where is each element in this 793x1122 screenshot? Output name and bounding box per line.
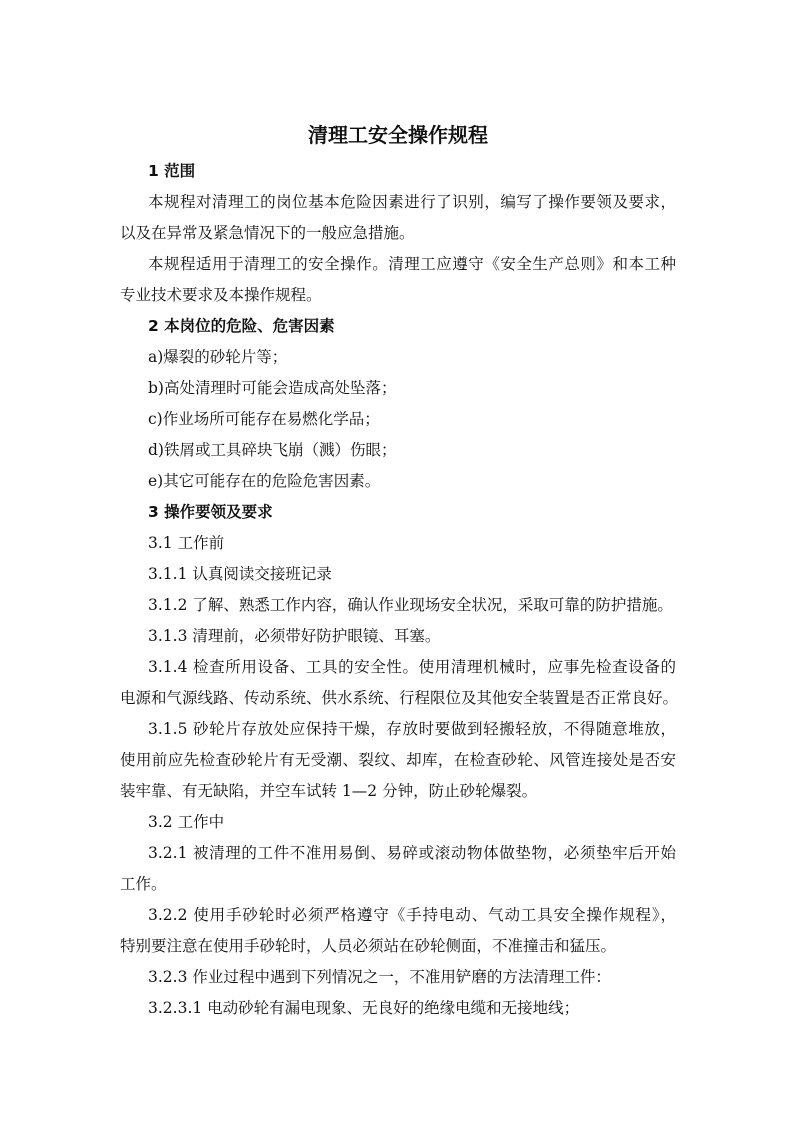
text-line: 专业技术要求及本操作规程。 — [120, 286, 322, 304]
text-line: 3.2.3 作业过程中遇到下列情况之一，不准用铲磨的方法清理工件： — [148, 968, 611, 986]
paragraph — [120, 404, 676, 435]
text-line: b)高处清理时可能会造成高处坠落； — [148, 379, 397, 397]
paragraph — [120, 621, 676, 652]
text-line: d)铁屑或工具碎块飞崩（溅）伤眼； — [148, 441, 397, 459]
document-page — [120, 118, 679, 1024]
paragraph — [120, 249, 676, 311]
paragraph — [120, 435, 676, 466]
text-line: a)爆裂的砂轮片等； — [148, 348, 288, 366]
section-heading — [120, 311, 676, 342]
text-line: 电源和气源线路、传动系统、供水系统、行程限位及其他安全装置是否正常良好。 — [120, 689, 679, 707]
text-line: 3.1 工作前 — [148, 534, 225, 552]
text-line: 3 操作要领及要求 — [148, 503, 273, 521]
text-line: 使用前应先检查砂轮片有无受潮、裂纹、却库，在检查砂轮、风管连接处是否安 — [120, 751, 676, 769]
text-line: 以及在异常及紧急情况下的一般应急措施。 — [120, 224, 415, 242]
text-line: 装牢靠、有无缺陷，并空车试转 1—2 分钟，防止砂轮爆裂。 — [120, 782, 538, 800]
text-line: 特别要注意在使用手砂轮时，人员必须站在砂轮侧面，不准撞击和猛压。 — [120, 937, 617, 955]
text-line: 3.1.5 砂轮片存放处应保持干燥，存放时要做到轻搬轻放，不得随意堆放， — [148, 720, 676, 738]
paragraph — [120, 652, 679, 714]
document-body — [120, 156, 679, 1024]
text-line: 本规程适用于清理工的安全操作。清理工应遵守《安全生产总则》和本工种 — [148, 255, 676, 273]
text-line: 3.1.4 检查所用设备、工具的安全性。使用清理机械时，应事先检查设备的 — [148, 658, 676, 676]
text-line: 3.1.3 清理前，必须带好防护眼镜、耳塞。 — [148, 627, 441, 645]
paragraph — [120, 962, 676, 993]
text-line: 2 本岗位的危险、危害因素 — [148, 317, 335, 335]
text-line: e)其它可能存在的危险危害因素。 — [148, 472, 381, 490]
text-line: 1 范围 — [148, 162, 196, 180]
paragraph — [120, 466, 676, 497]
text-line: 3.2.1 被清理的工件不准用易倒、易碎或滚动物体做垫物，必须垫牢后开始 — [148, 844, 676, 862]
paragraph — [120, 342, 676, 373]
paragraph — [120, 590, 676, 621]
paragraph — [120, 900, 676, 962]
text-line: 本规程对清理工的岗位基本危险因素进行了识别，编写了操作要领及要求， — [148, 193, 676, 211]
paragraph — [120, 807, 676, 838]
paragraph — [120, 559, 676, 590]
paragraph — [120, 714, 676, 807]
text-line: 3.1.2 了解、熟悉工作内容，确认作业现场安全状况，采取可靠的防护措施。 — [148, 596, 673, 614]
paragraph — [120, 528, 676, 559]
text-line: c)作业场所可能存在易燃化学品； — [148, 410, 380, 428]
text-line: 3.2 工作中 — [148, 813, 225, 831]
text-line: 3.1.1 认真阅读交接班记录 — [148, 565, 332, 583]
paragraph — [120, 993, 676, 1024]
paragraph — [120, 373, 676, 404]
section-heading — [120, 497, 676, 528]
section-heading — [120, 156, 676, 187]
text-line: 工作。 — [120, 875, 167, 893]
document-title: 清理工安全操作规程 — [308, 123, 488, 147]
text-line: 3.2.2 使用手砂轮时必须严格遵守《手持电动、气动工具安全操作规程》， — [148, 906, 676, 924]
text-line: 3.2.3.1 电动砂轮有漏电现象、无良好的绝缘电缆和无接地线； — [148, 999, 580, 1017]
paragraph — [120, 838, 676, 900]
paragraph — [120, 187, 676, 249]
